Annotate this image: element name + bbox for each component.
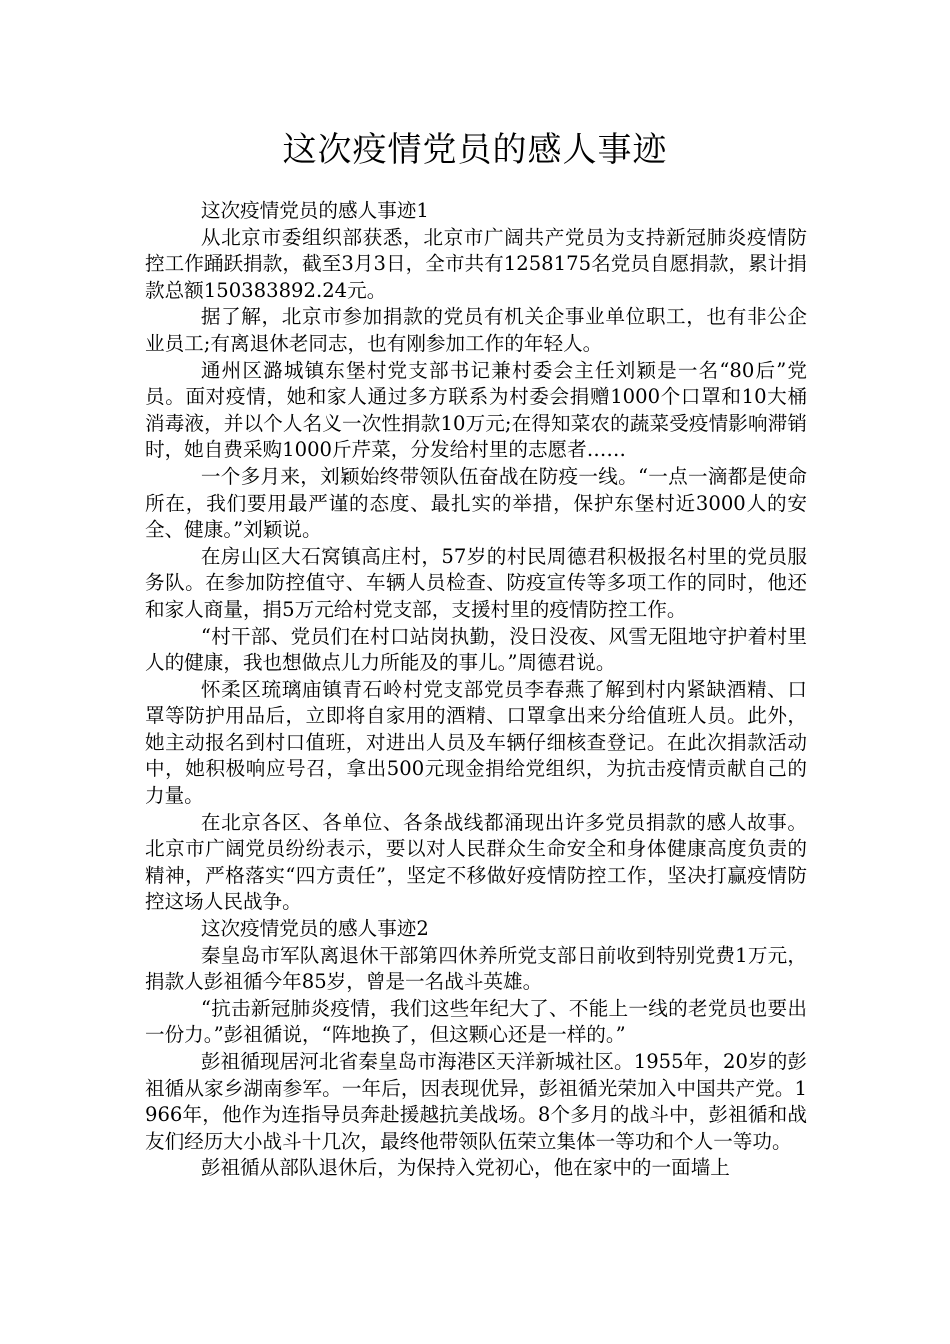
paragraph: 怀柔区琉璃庙镇青石岭村党支部党员李春燕了解到村内紧缺酒精、口罩等防护用品后，立即将自家用的酒精、口罩拿出来分给值班人员。此外，她主动报名到村口值班，对进出人员及车辆仔细核查登记。在此次捐款活动中，她积极响应号召，拿出500元现金捐给党组织，为抗击疫情贡献自己的力量。: [145, 677, 807, 808]
paragraph: 在北京各区、各单位、各条战线都涌现出许多党员捐款的感人故事。北京市广阔党员纷纷表示，要以对人民群众生命安全和身体健康高度负责的精神，严格落实“四方责任”，坚定不移做好疫情防控工作，坚决打赢疫情防控这场人民战争。: [145, 810, 807, 914]
document-title: 这次疫情党员的感人事迹: [282, 130, 668, 170]
paragraph: 在房山区大石窝镇高庄村，57岁的村民周德君积极报名村里的党员服务队。在参加防控值守、车辆人员检查、防疫宣传等多项工作的同时，他还和家人商量，捐5万元给村党支部，支援村里的疫情防控工作。: [145, 544, 807, 621]
paragraph: 彭祖循现居河北省秦皇岛市海港区天洋新城社区。1955年，20岁的彭祖循从家乡湖南参军。一年后，因表现优异，彭祖循光荣加入中国共产党。1966年，他作为连指导员奔赴援越抗美战场。8个多月的战斗中，彭祖循和战友们经历大小战斗十几次，最终他带领队伍荣立集体一等功和个人一等功。: [145, 1050, 807, 1153]
paragraph: 彭祖循从部队退休后，为保持入党初心，他在家中的一面墙上: [200, 1156, 730, 1180]
paragraph: 从北京市委组织部获悉，北京市广阔共产党员为支持新冠肺炎疫情防控工作踊跃捐款，截至3月3日，全市共有1258175名党员自愿捐款，累计捐款总额150383892.24元。: [145, 225, 807, 302]
section-heading-2: 这次疫情党员的感人事迹2: [200, 917, 429, 941]
paragraph: “抗击新冠肺炎疫情，我们这些年纪大了、不能上一线的老党员也要出一份力。”彭祖循说，“阵地换了，但这颗心还是一样的。”: [145, 996, 807, 1047]
paragraph: 一个多月来，刘颖始终带领队伍奋战在防疫一线。“一点一滴都是使命所在，我们要用最严谨的态度、最扎实的举措，保护东堡村近3000人的安全、健康。”刘颖说。: [145, 464, 807, 542]
paragraph: “村干部、党员们在村口站岗执勤，没日没夜、风雪无阻地守护着村里人的健康，我也想做点儿力所能及的事儿。”周德君说。: [145, 624, 807, 675]
document-body: [145, 198, 807, 1182]
paragraph: 通州区潞城镇东堡村党支部书记兼村委会主任刘颖是一名“80后”党员。面对疫情，她和家人通过多方联系为村委会捐赠1000个口罩和10大桶消毒液，并以个人名义一次性捐款10万元;在得知菜农的蔬菜受疫情影响滞销时，她自费采购1000斤芹菜，分发给村里的志愿者……: [145, 358, 807, 462]
paragraph: 据了解，北京市参加捐款的党员有机关企事业单位职工，也有非公企业员工;有离退休老同志，也有刚参加工作的年轻人。: [145, 305, 807, 355]
paragraph: 秦皇岛市军队离退休干部第四休养所党支部日前收到特别党费1万元，捐款人彭祖循今年85岁，曾是一名战斗英雄。: [145, 943, 807, 994]
section-heading-1: 这次疫情党员的感人事迹1: [200, 199, 429, 222]
